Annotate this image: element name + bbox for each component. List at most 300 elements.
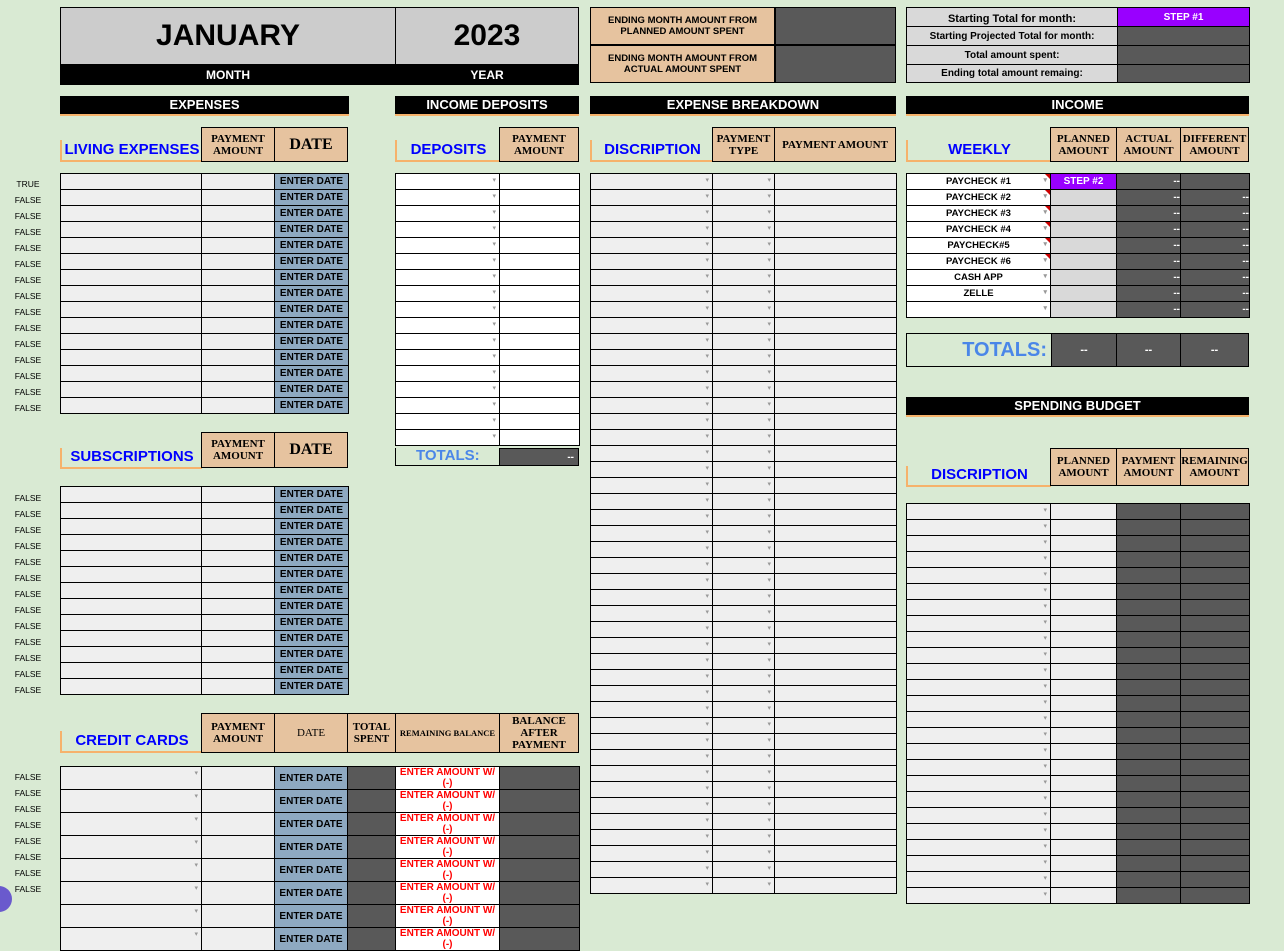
deposit-amount-cell[interactable] bbox=[500, 366, 580, 382]
subscription-name-cell[interactable] bbox=[61, 487, 202, 503]
breakdown-discription-select[interactable] bbox=[591, 702, 713, 718]
breakdown-discription-select[interactable] bbox=[591, 462, 713, 478]
deposit-select[interactable] bbox=[396, 366, 500, 382]
breakdown-payment-type-select[interactable] bbox=[713, 750, 775, 766]
subscription-amount-cell[interactable] bbox=[202, 663, 275, 679]
deposit-select[interactable] bbox=[396, 382, 500, 398]
breakdown-payment-type-select[interactable] bbox=[713, 814, 775, 830]
living-expense-amount-cell[interactable] bbox=[202, 318, 275, 334]
breakdown-discription-select[interactable] bbox=[591, 830, 713, 846]
credit-card-select[interactable] bbox=[61, 813, 202, 836]
deposit-select[interactable] bbox=[396, 174, 500, 190]
breakdown-payment-type-select[interactable] bbox=[713, 286, 775, 302]
budget-discription-select[interactable] bbox=[907, 888, 1051, 904]
budget-discription-select[interactable] bbox=[907, 680, 1051, 696]
breakdown-amount-cell[interactable] bbox=[775, 478, 897, 494]
income-source-select[interactable]: CASH APP ▾ bbox=[907, 270, 1051, 286]
enter-date-cell[interactable]: ENTER DATE bbox=[275, 599, 349, 615]
credit-card-amount-cell[interactable] bbox=[202, 790, 275, 813]
living-expense-amount-cell[interactable] bbox=[202, 302, 275, 318]
breakdown-payment-type-select[interactable] bbox=[713, 350, 775, 366]
income-planned-cell[interactable] bbox=[1051, 222, 1117, 238]
breakdown-amount-cell[interactable] bbox=[775, 654, 897, 670]
breakdown-amount-cell[interactable] bbox=[775, 430, 897, 446]
budget-planned-cell[interactable] bbox=[1051, 536, 1117, 552]
breakdown-discription-select[interactable] bbox=[591, 334, 713, 350]
breakdown-discription-select[interactable] bbox=[591, 350, 713, 366]
budget-planned-cell[interactable] bbox=[1051, 600, 1117, 616]
income-source-select[interactable]: PAYCHECK #3 ▾ bbox=[907, 206, 1051, 222]
breakdown-payment-type-select[interactable] bbox=[713, 590, 775, 606]
enter-date-cell[interactable]: ENTER DATE bbox=[275, 270, 349, 286]
budget-discription-select[interactable] bbox=[907, 600, 1051, 616]
deposit-select[interactable] bbox=[396, 414, 500, 430]
living-expense-name-cell[interactable] bbox=[61, 270, 202, 286]
subscription-amount-cell[interactable] bbox=[202, 519, 275, 535]
enter-date-cell[interactable]: ENTER DATE bbox=[275, 567, 349, 583]
budget-planned-cell[interactable] bbox=[1051, 872, 1117, 888]
breakdown-payment-type-select[interactable] bbox=[713, 190, 775, 206]
credit-card-amount-cell[interactable] bbox=[202, 882, 275, 905]
breakdown-amount-cell[interactable] bbox=[775, 174, 897, 190]
income-source-select[interactable] bbox=[907, 302, 1051, 318]
credit-card-select[interactable] bbox=[61, 859, 202, 882]
budget-discription-select[interactable] bbox=[907, 840, 1051, 856]
breakdown-payment-type-select[interactable] bbox=[713, 574, 775, 590]
breakdown-payment-type-select[interactable] bbox=[713, 270, 775, 286]
budget-planned-cell[interactable] bbox=[1051, 888, 1117, 904]
subscription-amount-cell[interactable] bbox=[202, 647, 275, 663]
living-expense-name-cell[interactable] bbox=[61, 302, 202, 318]
remaining-balance-cell[interactable]: ENTER AMOUNT W/ (-) bbox=[396, 859, 500, 882]
budget-discription-select[interactable] bbox=[907, 696, 1051, 712]
budget-planned-cell[interactable] bbox=[1051, 760, 1117, 776]
enter-date-cell[interactable]: ENTER DATE bbox=[275, 790, 348, 813]
enter-date-cell[interactable]: ENTER DATE bbox=[275, 318, 349, 334]
deposit-amount-cell[interactable] bbox=[500, 414, 580, 430]
enter-date-cell[interactable]: ENTER DATE bbox=[275, 551, 349, 567]
year-value[interactable]: 2023 bbox=[395, 7, 579, 65]
breakdown-payment-type-select[interactable] bbox=[713, 606, 775, 622]
breakdown-payment-type-select[interactable] bbox=[713, 510, 775, 526]
subscription-name-cell[interactable] bbox=[61, 631, 202, 647]
budget-discription-select[interactable] bbox=[907, 648, 1051, 664]
deposit-amount-cell[interactable] bbox=[500, 350, 580, 366]
budget-discription-select[interactable] bbox=[907, 824, 1051, 840]
breakdown-amount-cell[interactable] bbox=[775, 702, 897, 718]
subscription-name-cell[interactable] bbox=[61, 663, 202, 679]
living-expense-amount-cell[interactable] bbox=[202, 238, 275, 254]
enter-date-cell[interactable]: ENTER DATE bbox=[275, 882, 348, 905]
budget-planned-cell[interactable] bbox=[1051, 808, 1117, 824]
deposit-select[interactable] bbox=[396, 238, 500, 254]
budget-planned-cell[interactable] bbox=[1051, 632, 1117, 648]
breakdown-amount-cell[interactable] bbox=[775, 558, 897, 574]
breakdown-payment-type-select[interactable] bbox=[713, 366, 775, 382]
subscription-amount-cell[interactable] bbox=[202, 551, 275, 567]
breakdown-payment-type-select[interactable] bbox=[713, 238, 775, 254]
enter-date-cell[interactable]: ENTER DATE bbox=[275, 174, 349, 190]
living-expense-name-cell[interactable] bbox=[61, 366, 202, 382]
income-source-select[interactable]: ZELLE ▾ bbox=[907, 286, 1051, 302]
breakdown-payment-type-select[interactable] bbox=[713, 702, 775, 718]
deposit-select[interactable] bbox=[396, 206, 500, 222]
breakdown-discription-select[interactable] bbox=[591, 798, 713, 814]
budget-planned-cell[interactable] bbox=[1051, 744, 1117, 760]
subscription-name-cell[interactable] bbox=[61, 567, 202, 583]
breakdown-payment-type-select[interactable] bbox=[713, 494, 775, 510]
breakdown-discription-select[interactable] bbox=[591, 174, 713, 190]
breakdown-payment-type-select[interactable] bbox=[713, 878, 775, 894]
breakdown-amount-cell[interactable] bbox=[775, 366, 897, 382]
living-expense-amount-cell[interactable] bbox=[202, 334, 275, 350]
breakdown-discription-select[interactable] bbox=[591, 542, 713, 558]
breakdown-discription-select[interactable] bbox=[591, 558, 713, 574]
breakdown-payment-type-select[interactable] bbox=[713, 862, 775, 878]
breakdown-amount-cell[interactable] bbox=[775, 574, 897, 590]
living-expense-amount-cell[interactable] bbox=[202, 398, 275, 414]
budget-discription-select[interactable] bbox=[907, 712, 1051, 728]
credit-card-amount-cell[interactable] bbox=[202, 767, 275, 790]
deposit-select[interactable] bbox=[396, 270, 500, 286]
enter-date-cell[interactable]: ENTER DATE bbox=[275, 190, 349, 206]
remaining-balance-cell[interactable]: ENTER AMOUNT W/ (-) bbox=[396, 767, 500, 790]
living-expense-amount-cell[interactable] bbox=[202, 366, 275, 382]
living-expense-amount-cell[interactable] bbox=[202, 174, 275, 190]
enter-date-cell[interactable]: ENTER DATE bbox=[275, 679, 349, 695]
breakdown-discription-select[interactable] bbox=[591, 510, 713, 526]
living-expense-name-cell[interactable] bbox=[61, 286, 202, 302]
breakdown-amount-cell[interactable] bbox=[775, 334, 897, 350]
breakdown-discription-select[interactable] bbox=[591, 478, 713, 494]
deposit-amount-cell[interactable] bbox=[500, 302, 580, 318]
subscription-name-cell[interactable] bbox=[61, 519, 202, 535]
breakdown-amount-cell[interactable] bbox=[775, 814, 897, 830]
income-planned-cell[interactable] bbox=[1051, 286, 1117, 302]
budget-planned-cell[interactable] bbox=[1051, 568, 1117, 584]
breakdown-payment-type-select[interactable] bbox=[713, 446, 775, 462]
budget-planned-cell[interactable] bbox=[1051, 664, 1117, 680]
breakdown-amount-cell[interactable] bbox=[775, 782, 897, 798]
breakdown-amount-cell[interactable] bbox=[775, 798, 897, 814]
credit-card-amount-cell[interactable] bbox=[202, 836, 275, 859]
remaining-balance-cell[interactable]: ENTER AMOUNT W/ (-) bbox=[396, 813, 500, 836]
budget-planned-cell[interactable] bbox=[1051, 824, 1117, 840]
breakdown-amount-cell[interactable] bbox=[775, 238, 897, 254]
breakdown-amount-cell[interactable] bbox=[775, 846, 897, 862]
deposit-amount-cell[interactable] bbox=[500, 222, 580, 238]
income-planned-cell[interactable] bbox=[1051, 254, 1117, 270]
breakdown-discription-select[interactable] bbox=[591, 782, 713, 798]
deposit-amount-cell[interactable] bbox=[500, 206, 580, 222]
breakdown-amount-cell[interactable] bbox=[775, 302, 897, 318]
subscription-name-cell[interactable] bbox=[61, 679, 202, 695]
subscription-amount-cell[interactable] bbox=[202, 599, 275, 615]
breakdown-payment-type-select[interactable] bbox=[713, 782, 775, 798]
breakdown-discription-select[interactable] bbox=[591, 414, 713, 430]
income-source-select[interactable]: PAYCHECK #1 ▾ bbox=[907, 174, 1051, 190]
income-source-select[interactable]: PAYCHECK#5 ▾ bbox=[907, 238, 1051, 254]
budget-planned-cell[interactable] bbox=[1051, 856, 1117, 872]
subscription-name-cell[interactable] bbox=[61, 551, 202, 567]
breakdown-discription-select[interactable] bbox=[591, 670, 713, 686]
step-1-badge[interactable]: STEP #1 bbox=[1118, 8, 1250, 27]
credit-card-amount-cell[interactable] bbox=[202, 905, 275, 928]
breakdown-discription-select[interactable] bbox=[591, 622, 713, 638]
enter-date-cell[interactable]: ENTER DATE bbox=[275, 366, 349, 382]
budget-planned-cell[interactable] bbox=[1051, 696, 1117, 712]
breakdown-payment-type-select[interactable] bbox=[713, 734, 775, 750]
breakdown-payment-type-select[interactable] bbox=[713, 174, 775, 190]
living-expense-name-cell[interactable] bbox=[61, 254, 202, 270]
deposit-select[interactable] bbox=[396, 302, 500, 318]
income-source-select[interactable]: PAYCHECK #6 ▾ bbox=[907, 254, 1051, 270]
breakdown-discription-select[interactable] bbox=[591, 286, 713, 302]
enter-date-cell[interactable]: ENTER DATE bbox=[275, 583, 349, 599]
breakdown-discription-select[interactable] bbox=[591, 814, 713, 830]
budget-planned-cell[interactable] bbox=[1051, 680, 1117, 696]
budget-discription-select[interactable] bbox=[907, 520, 1051, 536]
deposit-amount-cell[interactable] bbox=[500, 382, 580, 398]
breakdown-amount-cell[interactable] bbox=[775, 286, 897, 302]
breakdown-discription-select[interactable] bbox=[591, 446, 713, 462]
breakdown-amount-cell[interactable] bbox=[775, 670, 897, 686]
breakdown-discription-select[interactable] bbox=[591, 606, 713, 622]
breakdown-discription-select[interactable] bbox=[591, 574, 713, 590]
living-expense-amount-cell[interactable] bbox=[202, 222, 275, 238]
deposit-select[interactable] bbox=[396, 430, 500, 446]
living-expense-amount-cell[interactable] bbox=[202, 350, 275, 366]
credit-card-amount-cell[interactable] bbox=[202, 928, 275, 951]
enter-date-cell[interactable]: ENTER DATE bbox=[275, 222, 349, 238]
deposit-select[interactable] bbox=[396, 398, 500, 414]
breakdown-payment-type-select[interactable] bbox=[713, 638, 775, 654]
breakdown-amount-cell[interactable] bbox=[775, 686, 897, 702]
breakdown-payment-type-select[interactable] bbox=[713, 478, 775, 494]
deposit-select[interactable] bbox=[396, 190, 500, 206]
breakdown-discription-select[interactable] bbox=[591, 494, 713, 510]
subscription-amount-cell[interactable] bbox=[202, 535, 275, 551]
credit-card-amount-cell[interactable] bbox=[202, 859, 275, 882]
remaining-balance-cell[interactable]: ENTER AMOUNT W/ (-) bbox=[396, 882, 500, 905]
breakdown-discription-select[interactable] bbox=[591, 526, 713, 542]
breakdown-payment-type-select[interactable] bbox=[713, 622, 775, 638]
enter-date-cell[interactable]: ENTER DATE bbox=[275, 503, 349, 519]
breakdown-payment-type-select[interactable] bbox=[713, 526, 775, 542]
deposit-select[interactable] bbox=[396, 334, 500, 350]
enter-date-cell[interactable]: ENTER DATE bbox=[275, 928, 348, 951]
budget-discription-select[interactable] bbox=[907, 792, 1051, 808]
breakdown-discription-select[interactable] bbox=[591, 846, 713, 862]
deposit-amount-cell[interactable] bbox=[500, 190, 580, 206]
living-expense-name-cell[interactable] bbox=[61, 238, 202, 254]
budget-planned-cell[interactable] bbox=[1051, 712, 1117, 728]
breakdown-amount-cell[interactable] bbox=[775, 494, 897, 510]
breakdown-payment-type-select[interactable] bbox=[713, 830, 775, 846]
enter-date-cell[interactable]: ENTER DATE bbox=[275, 302, 349, 318]
breakdown-amount-cell[interactable] bbox=[775, 734, 897, 750]
budget-planned-cell[interactable] bbox=[1051, 520, 1117, 536]
credit-card-select[interactable] bbox=[61, 767, 202, 790]
credit-card-amount-cell[interactable] bbox=[202, 813, 275, 836]
enter-date-cell[interactable]: ENTER DATE bbox=[275, 663, 349, 679]
subscription-amount-cell[interactable] bbox=[202, 631, 275, 647]
breakdown-payment-type-select[interactable] bbox=[713, 206, 775, 222]
budget-discription-select[interactable] bbox=[907, 664, 1051, 680]
subscription-name-cell[interactable] bbox=[61, 535, 202, 551]
budget-planned-cell[interactable] bbox=[1051, 840, 1117, 856]
budget-planned-cell[interactable] bbox=[1051, 728, 1117, 744]
income-planned-cell[interactable] bbox=[1051, 238, 1117, 254]
budget-discription-select[interactable] bbox=[907, 584, 1051, 600]
budget-planned-cell[interactable] bbox=[1051, 792, 1117, 808]
subscription-amount-cell[interactable] bbox=[202, 615, 275, 631]
breakdown-payment-type-select[interactable] bbox=[713, 382, 775, 398]
living-expense-amount-cell[interactable] bbox=[202, 382, 275, 398]
breakdown-discription-select[interactable] bbox=[591, 878, 713, 894]
breakdown-payment-type-select[interactable] bbox=[713, 334, 775, 350]
income-planned-cell[interactable] bbox=[1051, 190, 1117, 206]
breakdown-payment-type-select[interactable] bbox=[713, 462, 775, 478]
subscription-name-cell[interactable] bbox=[61, 503, 202, 519]
breakdown-amount-cell[interactable] bbox=[775, 446, 897, 462]
breakdown-payment-type-select[interactable] bbox=[713, 254, 775, 270]
breakdown-amount-cell[interactable] bbox=[775, 350, 897, 366]
budget-discription-select[interactable] bbox=[907, 808, 1051, 824]
breakdown-payment-type-select[interactable] bbox=[713, 846, 775, 862]
budget-planned-cell[interactable] bbox=[1051, 776, 1117, 792]
breakdown-payment-type-select[interactable] bbox=[713, 686, 775, 702]
enter-date-cell[interactable]: ENTER DATE bbox=[275, 487, 349, 503]
budget-discription-select[interactable] bbox=[907, 776, 1051, 792]
enter-date-cell[interactable]: ENTER DATE bbox=[275, 647, 349, 663]
breakdown-amount-cell[interactable] bbox=[775, 510, 897, 526]
breakdown-discription-select[interactable] bbox=[591, 238, 713, 254]
breakdown-payment-type-select[interactable] bbox=[713, 542, 775, 558]
breakdown-payment-type-select[interactable] bbox=[713, 558, 775, 574]
breakdown-discription-select[interactable] bbox=[591, 382, 713, 398]
credit-card-select[interactable] bbox=[61, 836, 202, 859]
month-value[interactable]: JANUARY bbox=[60, 7, 396, 65]
income-planned-cell[interactable] bbox=[1051, 206, 1117, 222]
breakdown-discription-select[interactable] bbox=[591, 318, 713, 334]
enter-date-cell[interactable]: ENTER DATE bbox=[275, 519, 349, 535]
subscription-amount-cell[interactable] bbox=[202, 583, 275, 599]
breakdown-amount-cell[interactable] bbox=[775, 750, 897, 766]
subscription-name-cell[interactable] bbox=[61, 599, 202, 615]
breakdown-discription-select[interactable] bbox=[591, 366, 713, 382]
breakdown-amount-cell[interactable] bbox=[775, 254, 897, 270]
breakdown-discription-select[interactable] bbox=[591, 254, 713, 270]
living-expense-amount-cell[interactable] bbox=[202, 206, 275, 222]
subscription-amount-cell[interactable] bbox=[202, 503, 275, 519]
budget-planned-cell[interactable] bbox=[1051, 504, 1117, 520]
breakdown-payment-type-select[interactable] bbox=[713, 222, 775, 238]
breakdown-amount-cell[interactable] bbox=[775, 382, 897, 398]
budget-discription-select[interactable] bbox=[907, 536, 1051, 552]
breakdown-amount-cell[interactable] bbox=[775, 462, 897, 478]
income-source-select[interactable]: PAYCHECK #4 ▾ bbox=[907, 222, 1051, 238]
breakdown-discription-select[interactable] bbox=[591, 654, 713, 670]
budget-discription-select[interactable] bbox=[907, 616, 1051, 632]
living-expense-name-cell[interactable] bbox=[61, 174, 202, 190]
living-expense-name-cell[interactable] bbox=[61, 318, 202, 334]
budget-planned-cell[interactable] bbox=[1051, 616, 1117, 632]
deposit-amount-cell[interactable] bbox=[500, 238, 580, 254]
breakdown-payment-type-select[interactable] bbox=[713, 302, 775, 318]
breakdown-amount-cell[interactable] bbox=[775, 590, 897, 606]
enter-date-cell[interactable]: ENTER DATE bbox=[275, 334, 349, 350]
living-expense-name-cell[interactable] bbox=[61, 334, 202, 350]
budget-discription-select[interactable] bbox=[907, 568, 1051, 584]
subscription-amount-cell[interactable] bbox=[202, 679, 275, 695]
breakdown-amount-cell[interactable] bbox=[775, 414, 897, 430]
income-planned-cell[interactable] bbox=[1051, 302, 1117, 318]
deposit-select[interactable] bbox=[396, 318, 500, 334]
breakdown-amount-cell[interactable] bbox=[775, 190, 897, 206]
income-planned-cell[interactable] bbox=[1051, 270, 1117, 286]
deposit-amount-cell[interactable] bbox=[500, 398, 580, 414]
breakdown-payment-type-select[interactable] bbox=[713, 654, 775, 670]
living-expense-name-cell[interactable] bbox=[61, 350, 202, 366]
breakdown-payment-type-select[interactable] bbox=[713, 414, 775, 430]
deposit-select[interactable] bbox=[396, 222, 500, 238]
enter-date-cell[interactable]: ENTER DATE bbox=[275, 615, 349, 631]
remaining-balance-cell[interactable]: ENTER AMOUNT W/ (-) bbox=[396, 928, 500, 951]
enter-date-cell[interactable]: ENTER DATE bbox=[275, 238, 349, 254]
breakdown-payment-type-select[interactable] bbox=[713, 398, 775, 414]
budget-discription-select[interactable] bbox=[907, 504, 1051, 520]
breakdown-discription-select[interactable] bbox=[591, 270, 713, 286]
enter-date-cell[interactable]: ENTER DATE bbox=[275, 382, 349, 398]
deposit-amount-cell[interactable] bbox=[500, 430, 580, 446]
enter-date-cell[interactable]: ENTER DATE bbox=[275, 836, 348, 859]
breakdown-discription-select[interactable] bbox=[591, 190, 713, 206]
breakdown-amount-cell[interactable] bbox=[775, 606, 897, 622]
breakdown-discription-select[interactable] bbox=[591, 686, 713, 702]
living-expense-amount-cell[interactable] bbox=[202, 254, 275, 270]
living-expense-name-cell[interactable] bbox=[61, 398, 202, 414]
subscription-amount-cell[interactable] bbox=[202, 567, 275, 583]
living-expense-name-cell[interactable] bbox=[61, 190, 202, 206]
breakdown-discription-select[interactable] bbox=[591, 766, 713, 782]
enter-date-cell[interactable]: ENTER DATE bbox=[275, 859, 348, 882]
income-source-select[interactable]: PAYCHECK #2 ▾ bbox=[907, 190, 1051, 206]
breakdown-payment-type-select[interactable] bbox=[713, 318, 775, 334]
budget-discription-select[interactable] bbox=[907, 872, 1051, 888]
breakdown-amount-cell[interactable] bbox=[775, 638, 897, 654]
breakdown-payment-type-select[interactable] bbox=[713, 766, 775, 782]
breakdown-amount-cell[interactable] bbox=[775, 878, 897, 894]
living-expense-name-cell[interactable] bbox=[61, 222, 202, 238]
breakdown-amount-cell[interactable] bbox=[775, 206, 897, 222]
living-expense-amount-cell[interactable] bbox=[202, 190, 275, 206]
breakdown-amount-cell[interactable] bbox=[775, 222, 897, 238]
deposit-select[interactable] bbox=[396, 350, 500, 366]
deposit-amount-cell[interactable] bbox=[500, 254, 580, 270]
credit-card-select[interactable] bbox=[61, 905, 202, 928]
enter-date-cell[interactable]: ENTER DATE bbox=[275, 631, 349, 647]
breakdown-payment-type-select[interactable] bbox=[713, 670, 775, 686]
living-expense-amount-cell[interactable] bbox=[202, 270, 275, 286]
deposit-amount-cell[interactable] bbox=[500, 174, 580, 190]
deposit-select[interactable] bbox=[396, 254, 500, 270]
budget-planned-cell[interactable] bbox=[1051, 584, 1117, 600]
breakdown-amount-cell[interactable] bbox=[775, 542, 897, 558]
living-expense-name-cell[interactable] bbox=[61, 382, 202, 398]
subscription-name-cell[interactable] bbox=[61, 647, 202, 663]
breakdown-discription-select[interactable] bbox=[591, 302, 713, 318]
